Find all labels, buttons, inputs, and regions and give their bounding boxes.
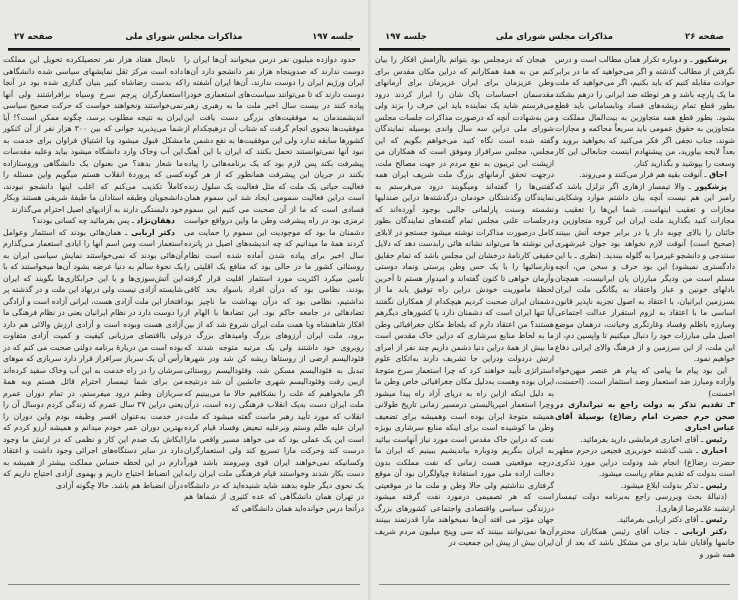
paragraph (3, 54, 183, 215)
paragraph (555, 526, 735, 561)
paragraph-text: (دنبالهٔ بحث وبررسی راجع به‌برنامه دولت تیمسار ارتشبد غلامرضا ازهاری). (555, 492, 735, 513)
header-title: مذاکرات مجلس شورای ملی (495, 32, 614, 42)
section-heading (555, 399, 735, 434)
speaker-name: رئیس (705, 434, 727, 444)
text-column-right (184, 54, 364, 514)
session-number: جلسه ۱۹۷ (385, 32, 427, 42)
paragraph (555, 491, 735, 514)
paragraph-text: ـ تذکر بدولت ابلاغ میشود. (620, 480, 704, 490)
paragraph-text: این بود پیام ما پیامی که پیام هر عنصر میهن‌خواه وآزاده ومبارز ضد استعمار وضد استثمار است. (احسنت، احسنت) (555, 365, 735, 398)
paragraph-text: ـ والا تیمسار ازهاری اگر تزلزل باشد که رامبز این هم نیست آنچه بیان داشتم موارد وشکایتی مجازات و تعقیب اینهاست. شما این‌ها را تعقیب و مجازات کنید بگذارید ملت ایران این گروه متجاوزین و خائنان را بالای چوبه دار یا در برابر جوخه آتش ببینند (صحیح است) آنوقت لازم نخواهد بود جوان غیرشهری سنندجی و دانشجو غیرمرا به گلوله ببندید. (نظری ـ با این دادگستری نمیشود) این بود حرف و سخن من، آنچه مسلم است من ودیگر مبارزان پان ایرانیست، همچنان بادلهای خونین و عبار واعتقاد به یگانگی ملت ایران بسرزمین ایرانیان، با اعتقاد به اصول تجزیه ناپذیر قانون اساسی ما با اعتقاد به لزوم استقرار عدالت اجتماعی ومبارزه باظلم وفساد وغارتگری وخیانت، درهمان موضع اصیل ملی مبارزات خود را دنبال میکنیم تا واپسین دم، از این ملت، از این سرزمین و از فرهنگ والای ایرانی دفاع خواهیم نمود. (555, 181, 735, 363)
paragraph (555, 169, 735, 181)
paragraph-text: تابحال هفتاد هزار نفر تحصیلکرده تحویل این مملکت داده است مرکز ثقل نمایشهای سیاسی شده دانشگاهی که بدست رضاشاه کبیر بنیان گذاری شده بود در آنجا استعمارگران پرچم سرخ وسیاه برافراشتند ولی آنها نمی‌خواستند ونخواهند خواست که حرکت صحیح سیاسی ایران به نتیجه مطلوب برسد، چگونه ممکن است؟! آیا شما می‌پذیرید جوانی که بین ۳۰۰ هزار نفر از آن کنکور مشکل قبول میشود وبا اشتیاق فراوان برای خدمت به این آب وخاک وارد دانشگاه میشود بیاید وعلیه مقدسات ما شعار بدهد؟ من بعنوان یک دانشگاهی وروستازاده کسی که پروردهٔ انقلاب هستم میگویم واین مسئله را کاملاً تکذیب می‌کنم که اغلب اینها دانشجو نبودند، دانشجویان وطبقه استادان ما طبقهٔ شریفی هستند وبکار خود دلبستگی دارند به آزادیهای اصیل احترام می‌گذارند (3, 55, 184, 214)
paragraph-text: ـ شب گذشته خونریزی فجیعی درحرم مطهر حضرت رضا(ع) انجام شد ودولت دراین مورد تذکری است بدولت که تقدیم مقام ریاست میشود. (555, 446, 735, 478)
header-rule (379, 48, 730, 51)
paragraph (555, 514, 735, 526)
paragraph (555, 181, 735, 365)
paragraph (375, 54, 554, 549)
page-header (379, 30, 730, 46)
left-page (0, 0, 368, 600)
paragraph (555, 365, 735, 400)
paragraph-text: حدود دوازده میلیون نفر درس میخوانند آن‌ها ایران را دوست ندارند که صدوپنجاه هزار نفر دانشجو دارد آن‌ها ایران ورژیم ایران را دوست ندارند، آن‌ها ایران آشفته را دوست دارند که تا می‌توانند سیاست‌های استعماری خودرا پیاده کنند در بیست سال اخیر ملت ما به رهبری رهبر اندیشمندمان به موفقیت‌های بزرگی دست یافت این موفقیت‌ها بنحوی انجام گرفت که شتاب آن درهیچکدام از کشورها سابقه ندارد ولی این موفقیت‌ها به نفع دشمن ما نبود آنها نمی‌توانستند تحمل بکنند که ایران با این آهنگ پیشرفت بکند پس لازم بود که یک برنامه‌هائی را پیاده بکنند در جریان این پیشرفت همانطور که از هر گونه فعالیت حیاتی یک ملت که مثل فعالیت یک سلول زنده است دراین فعالیت سمومی ایجاد شد این سموم همان فسادی است که ما از آن صحبت می کنیم این سموم ترمزی بود در راه پیشرفت وطن ما واین درواقع خواست دشمنان ما بود که موجودیت این سموم را حمایت می کردند همهٔ ما میدانیم که چه اندیشه‌های اصیل در پانزده سال اخیر برای پیاده شدن آماده شده است نظام روستائی کشور ما در حالی بود که منافع یک اقلیتی را تأمین میکرد اکثریت مورد استثمار اقلیت قرار گرفته بودند، نظامی بود که درآن افراد باسواد بحد کافی نداشتیم، نظامی بود که درآن بهداشت ما ناچیز بود تضادهائی در جامعه حاکم بود. این تضادها با الهام از افکار شاهنشاه وبا همت ملت ایران شروع شد که از بین برود، ملت ایران آرزوهای بزرگ وامیدهای بزرگ در روبروی خود داشتند ولی یک مرتبه متوجه شدند که فئودالیسم ارضی از روستاها ریشه کن شد ودر شهرها تبدیل به فئودالیسم مسکن شد، وفئودالیسم روستائی ازبین رفت وفئودالیسم شهری جانشین آن شد درنتیجه اگر مابخواهیم که علت را بشکافیم حالا ما می‌بینیم که ملت ایران دست به‌یک انقلاب فرهنگی زده است، درآن انقلاب که مورد تأیید رهبر ماست گفته میشود که ملت ایران علیه ظلم وستم وبرعلیه تبعیض وفساد قیام کرده است این یک عملی بود که می خواهد مسیر واقعی مارا درست کند وحرکت مارا تسریع کند ولی استعمارگران وکسانیکه نمی‌خواهند ایران قوی ونیرومند باشد فوراً دست بکار شدند وخواستند قیام فرهنگی ملت ایران رابه یک نحوی دیگر جلوه بدهند شاید شنیده‌اید که در دانشگاه در تهران همان دانشگاهی که عده کثیری از شماها هم درآنجا درس خوانده‌اید همان دانشگاهی که (184, 55, 364, 513)
header-title: مذاکرات مجلس شورای ملی (125, 32, 243, 42)
speaker-name: رئیس (705, 515, 727, 524)
paragraph-text: هیجان که درمجلس بود بتوانم باآرامش افکار را بیان کنم من به همهٔ همکارانم که دراین مکان مقدس برای وطن عزیزمان برای ایران عزیزمان برای آرمانهای مقدسمان احساسات پاک شان را ابراز کردند درود می‌فرستم شاید یک نماینده باید این حرف را بزند ولی من به‌شهادت آنچه که درصورت مذاکرات جلسات مجلس شورای ملی دراین سه سال واندی بوسیله نمایندگان گفته شده است نگاه کنید می‌خواهم بگویم که این مجلس، مجلس سرافراز وموفق است که همکاران من ازپشت این تریبون به نفع مردم در جهت مصالح ملت، درجهت تحقق آرمانهای بزرگ ملت شریف ایران همه گفتنی‌ها را گفته‌اند ومیگویند درود می‌فرستم به نمایندگان وگذشتگان خودمان درگذشته‌ها دراین صندلیها نشسته وسنت پارلمانی جالبی بوجود آورده‌اند که درجلسات علنی مجلس تمام گفته‌های نمایندگان بطور کامل درصورت مذاکرات نوشته میشود جستجو در لابلای این نوشته ها می‌تواند نشانه هائی رابدست دهد که دلایل حقیقی کارنامهٔ درخشان این مجلس باشد که تمام حقایق ونارسائیها را با یک حس وطن پرستی ونماد دوستی وآرمان خواهی تا کنون گفته‌اند و امیدوار هستم تا آخرین لحظهٔ مأموریت خودش دراین راه توفیق یابد ما از دشمنان ایران صحبت کردیم هیچکدام از همکاران نگفتند آیا تنها ایران است که دشمنان دارد یا کشورهای دیگرهم هستند؟ من اعتقاد دارم که بلحاظ مکان جغرافیائی وطن ما به لحاظ منابع سرشاری که دراین خاک مقدس است ما بیش از همهٔ دراین دنیا دشمن داریم چند نفر از امرای ارتش دردولت ودراین جا تشریف دارند به‌اتکای علوم استراتژی تأیید خواهند کرد که چرا استعمار سرخ متوجهٔ ایران بوده وهست به‌دلیل مکان جغرافیائی خاص وطن ما به دلیل اینکه ازاین راه به دریای آزاد راه پیدا میشود وچرا استعمار امپریالیستی درمسیر زمانی تاریخ طولانی همیشه متوجهٔ ایران بوده است وهمیشه برای تضعیف وطن ما کوشیده است برای اینکه منابع سرشاری بویژه نفت که دراین خاک مقدس است مورد نیاز آنهاست بیائید به ایران بنگریم ودوباره بیاندیشیم ببینیم که ایران ما درچه موقعیتی هست زمانی که نفت مملکت بدون دخالت اراده ملی مورد استفادهٔ چپاولگران بود آن موقع گرفتاری نداشتیم ولی حالا وطن و ملت ما در موقعیتی است که هر تصمیمی درمورد نفت گرفته میشود درزندگی سیاسی واقتصادی واجتماعی کشورهای بزرگ جهان مؤثر می افتد آن‌ها نمیخواهند مارا قدرتمند ببینند آن‌ها نمی‌توانند ببینند که سی وپنج میلیون مردم شریف ایران بیش از پیش این جمعیت در (375, 55, 554, 547)
paragraph-text: ـ آنوقت بقیه هم فرار می‌کنند و می‌روند. (579, 170, 707, 179)
page-number: صفحه ۲۷ (14, 32, 53, 42)
footer-rule (8, 584, 360, 585)
paragraph-text: ـ همان‌هائی بودند که استثمار وعوامل استعمار است ومن اسم آنها را ایادی استعمار مـی‌گذارم آن‌هائی بودند که نمی‌خواستند نمایش سیاسی ایران به یک نحوهٔ سالم به دنیا عرضه بشود آن‌ها میخواستند که با این آتش‌سوزی‌ها و با این خرابکاری‌ها بگویند که ایران شایسته آزادی نیست ولی درنهاد این ملت و در گذشته پر افتخار این ملت آزادی هست، ایرانی آزاده است و آزادگی را دوست دارد در نظام ایرانیان یعنی در نظام فرهنگی ما آزادی هست وبوده است و آزادی ارزش والائی هم دارد ولی بااقتضای مرزبانی کیفیت و کمیت آزادی متفاوت بوده است من دربارهٔ برنامه دولتی صحبت می کنم که در رأس آن یک سرباز سرافراز قرار دارد سربازی که موهای سرشان را در راه خدمت به این آب وخاک سفید کرده‌اند من برای شما تیمسار احترام قائل هستم وبه همهٔ سربازان وطنم درود میفرستم، در تمام دوران عمرم یعنی دراین ۳۷ سال عمرم که زندگی کردم دوسال آن را در خدمت به‌عنوان افسر وظیفه بودم واین دوران را بهترین دوران عمر خودم میدانم و همیشه آرزو کردم که ایکاش یک صدم این کار و نظمی که در ارتش ما وجود دارد در سایر دستگاه‌های اجرائی وجود داشت و اعتقاد دارم در این لحظه حساس مملکت بیشتر از همیشه به این انضباط احتیاج داریم و بهموی آزادی احتیاج داریم که درآن انضباط هم باشد. حالا چگونه آزادی (3, 227, 183, 490)
text-column-right (555, 54, 735, 560)
paragraph (3, 215, 183, 227)
paragraph-text: ۳ـ تقدیم تذکر به دولت راجع به تیراندازی در صحن حرم حضرت امام رضا(ع) بوسیلهٔ آقای عباس اخباری (555, 400, 735, 432)
paragraph-text: ـ آقای دکتر اربابی بفرمائید. (616, 515, 704, 524)
speaker-name: پزشکپور (694, 55, 727, 64)
paragraph (555, 480, 735, 492)
text-column-left (3, 54, 183, 491)
paragraph (555, 434, 735, 446)
speaker-name: اخباری (701, 446, 727, 455)
header-rule (8, 48, 360, 51)
paragraph-text: ـ جناب آقای رئیس همکاران محترم خانمها وآقایان شاید برای من مشکل باشد که بعد از آن همه شور و (555, 526, 735, 559)
paragraph (3, 227, 183, 492)
page-number: صفحه ۲۶ (685, 32, 724, 42)
page-header (8, 30, 360, 46)
paragraph (184, 54, 364, 514)
text-column-left (375, 54, 554, 549)
paragraph-text: ـ و دوباره تکرار همان مطالب است و درس نگرفتن از مطالب گذشته و اگر می‌خواهید که ما در برابر حوادث مقابله کنیم که باید بکنیم، اگر می‌خواهید که ملت ما یک پارچه باشد و هر توطئه ضد ایرانی را درهم بشکند بطور قطع تمام ریشه‌های فساد ونابسامانی باید قطع بشود. بطور قطع همه متجاوزین به بیت‌المال مملکت و متجاوزین به حقوق عمومی باید سریعاً محاکمه و مجازات شوند، جناب نجفی اگر فکر می‌کنید که بخواهید بروید و بعداً لایحه بیاورید، من پیشنهادم اینست جنابعالی این کار وسعت را بپوشید و بگذارید کنار. (555, 55, 735, 168)
speaker-name: اجاق (709, 170, 727, 179)
paragraph-text: ـ آقای اخباری فرمایشی دارید بفرمائید. (580, 434, 704, 444)
paragraph (555, 54, 735, 169)
speaker-name: دهقان‌نژاد (136, 216, 175, 225)
speaker-name: دکتر اربابی (131, 227, 175, 237)
speaker-name: دکتر اربابی (682, 526, 727, 536)
speaker-name: پزشکپور (694, 181, 727, 191)
speaker-name: رئیس (705, 480, 727, 490)
right-page (371, 0, 738, 600)
footer-rule (379, 584, 730, 585)
paragraph-text: ـ پس بفرمائید چه کسانی بودند؟ (32, 216, 135, 225)
session-number: جلسه ۱۹۷ (312, 32, 354, 42)
paragraph (555, 445, 735, 480)
